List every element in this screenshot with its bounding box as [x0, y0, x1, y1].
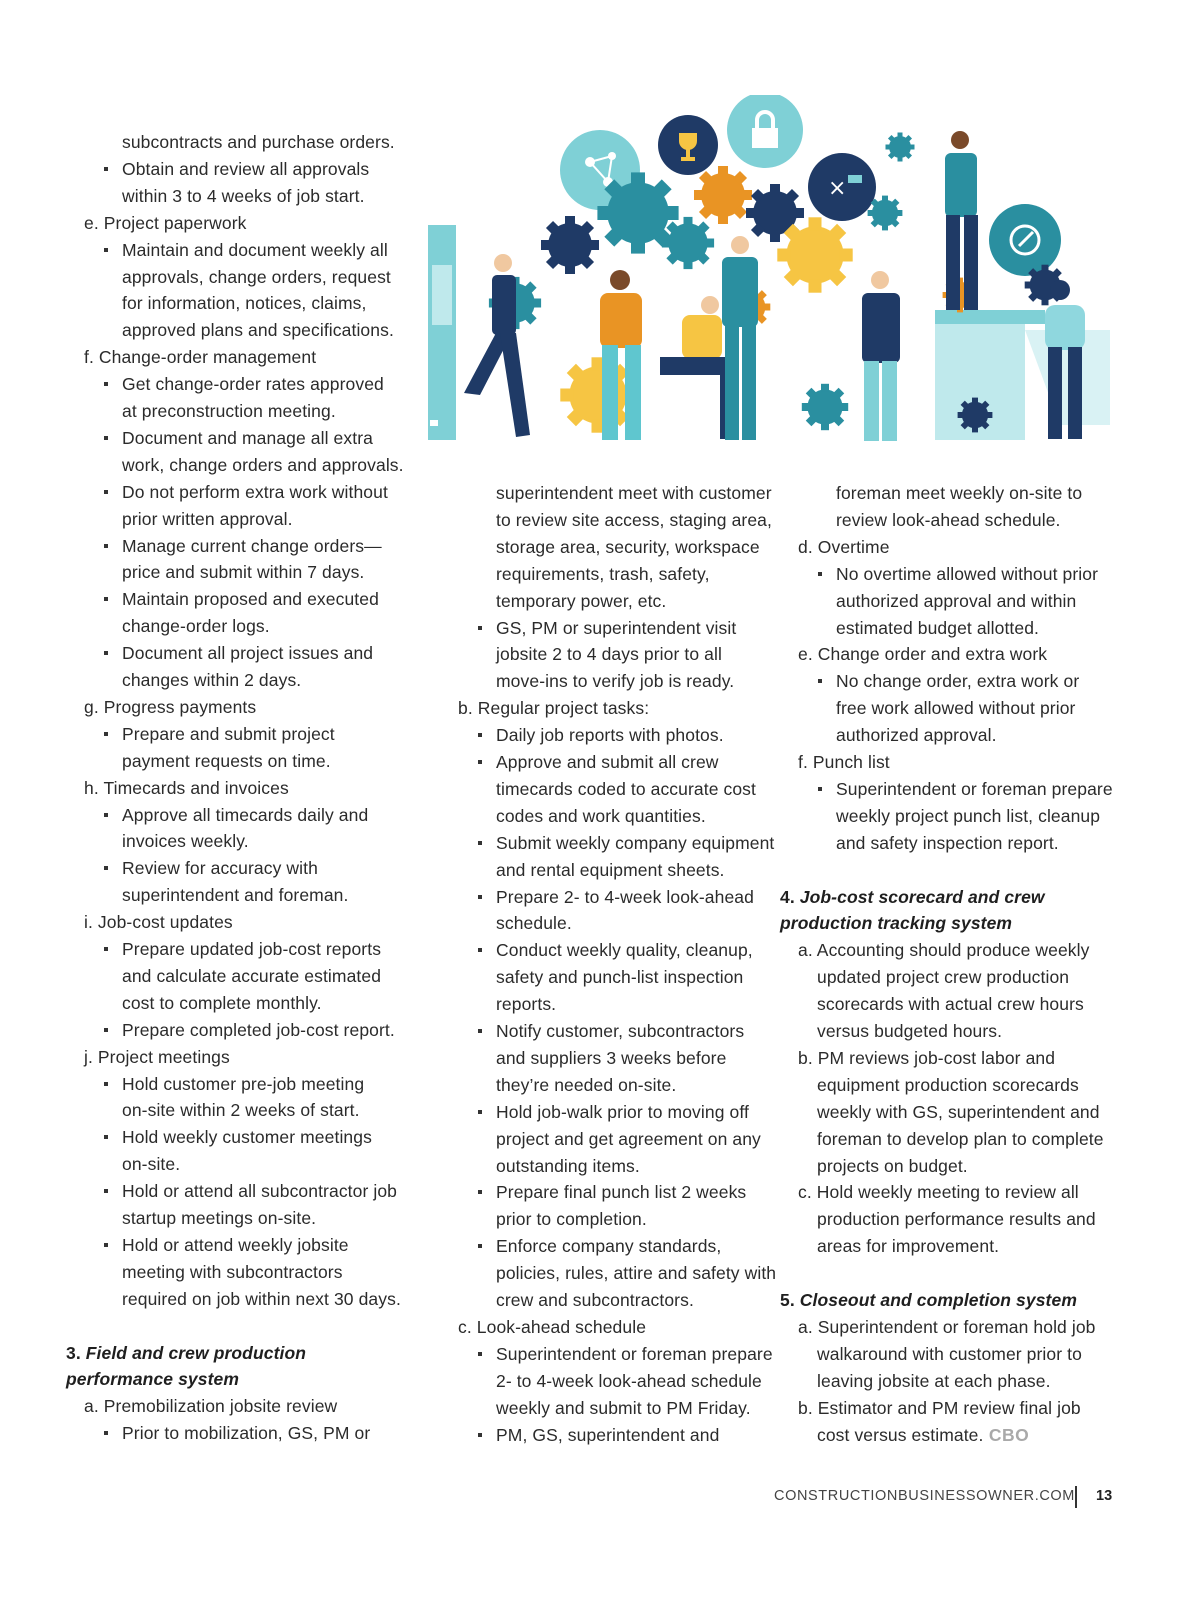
line-text: and rental equipment sheets. — [496, 859, 725, 880]
line-text: a. Premobilization jobsite review — [84, 1396, 338, 1417]
subsection-heading — [84, 777, 289, 799]
line-text: for information, notices, claims, — [122, 293, 367, 314]
bullet-item — [122, 1234, 349, 1256]
bullet-text: Approve all timecards daily and — [122, 804, 369, 825]
bullet-text: Hold job-walk prior to moving off — [496, 1101, 749, 1122]
line-text: weekly project punch list, cleanup — [836, 805, 1101, 826]
line-text: 2- to 4-week look-ahead schedule — [496, 1370, 762, 1391]
section-title: performance system — [66, 1369, 239, 1390]
line-text: a. Accounting should produce weekly — [798, 940, 1090, 961]
bullet-text: Superintendent or foreman prepare — [836, 778, 1113, 799]
text-line — [817, 1020, 1002, 1042]
text-line — [122, 1261, 343, 1283]
line-text: cost to complete monthly. — [122, 992, 322, 1013]
text-line — [817, 1101, 1100, 1123]
bullet-text: Document and manage all extra — [122, 427, 373, 448]
line-text: invoices weekly. — [122, 831, 249, 852]
line-text: leaving jobsite at each phase. — [817, 1370, 1051, 1391]
bullet-item — [122, 588, 379, 610]
line-text: work, change orders and approvals. — [122, 454, 404, 475]
line-text: i. Job-cost updates — [84, 912, 233, 933]
bullet-item — [122, 239, 388, 261]
section-heading-continued — [66, 1368, 239, 1390]
person-navy-right — [862, 271, 900, 441]
section-number: 5. — [780, 1290, 800, 1310]
bullet-icon — [104, 947, 108, 951]
text-line — [496, 912, 572, 934]
bullet-item — [836, 778, 1113, 800]
line-text: storage area, security, workspace — [496, 536, 760, 557]
text-line — [496, 1155, 640, 1177]
bullet-item — [836, 563, 1098, 585]
line-text: change-order logs. — [122, 616, 270, 637]
person-overalls — [722, 236, 758, 440]
text-line — [496, 993, 556, 1015]
bullet-icon — [478, 1433, 482, 1437]
text-line — [836, 724, 997, 746]
bullet-text: Document all project issues and — [122, 643, 374, 664]
subsection-heading — [84, 911, 233, 933]
text-line — [496, 590, 666, 612]
text-line — [122, 185, 365, 207]
line-text: superintendent meet with customer — [496, 483, 772, 503]
bullet-text: Hold weekly customer meetings — [122, 1127, 372, 1148]
line-text: reports. — [496, 994, 557, 1015]
line-text: a. Superintendent or foreman hold job — [798, 1316, 1096, 1337]
bullet-item — [122, 373, 384, 395]
team-gears-illustration — [420, 95, 1120, 450]
line-text: free work allowed without prior — [836, 698, 1076, 719]
bullet-icon — [104, 490, 108, 494]
text-line — [122, 266, 391, 288]
text-line — [122, 830, 249, 852]
line-text: projects on budget. — [817, 1155, 968, 1176]
bullet-icon — [104, 866, 108, 870]
bullet-icon — [104, 248, 108, 252]
footer-website: CONSTRUCTIONBUSINESSOWNER.COM — [774, 1488, 1075, 1504]
text-line — [496, 482, 772, 504]
text-line — [496, 1208, 647, 1230]
bullet-text: Hold or attend weekly jobsite — [122, 1234, 349, 1255]
text-line — [817, 1128, 1104, 1150]
bullet-icon — [478, 841, 482, 845]
line-text: codes and work quantities. — [496, 805, 706, 826]
text-line — [122, 965, 381, 987]
bullet-text: Enforce company standards, — [496, 1236, 722, 1257]
bullet-icon — [104, 1135, 108, 1139]
bullet-icon — [478, 1244, 482, 1248]
bullet-item — [122, 1019, 395, 1041]
text-line — [122, 508, 293, 530]
line-text: approvals, change orders, request — [122, 266, 391, 287]
section-heading — [780, 886, 1045, 908]
line-text: authorized approval. — [836, 725, 997, 746]
subsection-heading — [84, 346, 316, 368]
line-text: timecards coded to accurate cost — [496, 778, 756, 799]
line-text: project and get agreement on any — [496, 1128, 761, 1149]
subsection-heading — [458, 1316, 646, 1338]
bullet-text: Submit weekly company equipment — [496, 832, 775, 853]
subsection-heading — [798, 1397, 1081, 1419]
bullet-text: Prior to mobilization, GS, PM or — [122, 1423, 371, 1444]
line-text: prior written approval. — [122, 508, 293, 529]
text-line — [817, 966, 1069, 988]
text-line — [836, 590, 1076, 612]
section-number: 4. — [780, 886, 800, 907]
bullet-text: Hold or attend all subcontractor job — [122, 1181, 398, 1202]
text-line — [817, 1155, 968, 1177]
bullet-icon — [478, 760, 482, 764]
subsection-heading — [798, 939, 1089, 961]
text-line — [496, 643, 722, 665]
bullet-text: Maintain and document weekly all — [122, 239, 388, 260]
text-line — [836, 482, 1082, 504]
line-text: cost versus estimate. — [817, 1424, 984, 1445]
bullet-text: Review for accuracy with — [122, 858, 318, 879]
text-line — [496, 1074, 676, 1096]
line-text: safety and punch-list inspection — [496, 967, 744, 988]
bullet-icon — [478, 1352, 482, 1356]
bullet-text: No overtime allowed without prior — [836, 563, 1099, 584]
text-line — [496, 670, 734, 692]
line-text: areas for improvement. — [817, 1236, 1000, 1257]
subsection-heading — [798, 1181, 1079, 1203]
line-text: schedule. — [496, 913, 572, 934]
bullet-item — [122, 535, 382, 557]
text-line — [817, 1074, 1079, 1096]
text-line — [496, 536, 760, 558]
bullet-text: GS, PM or superintendent visit — [496, 617, 737, 638]
bullet-item — [496, 1181, 746, 1203]
pillar-left — [428, 225, 456, 440]
bullet-item — [122, 427, 373, 449]
bullet-item — [496, 1343, 773, 1365]
text-line — [496, 805, 706, 827]
line-text: at preconstruction meeting. — [122, 401, 336, 421]
line-text: f. Punch list — [798, 752, 890, 772]
subsection-heading — [84, 212, 247, 234]
text-line — [496, 563, 710, 585]
line-text: updated project crew production — [817, 967, 1070, 988]
line-text: d. Overtime — [798, 536, 890, 557]
bullet-item — [122, 1073, 364, 1095]
bullet-icon — [104, 813, 108, 817]
text-line — [122, 1099, 360, 1121]
subsection-heading — [458, 697, 649, 719]
bullet-text: Prepare 2- to 4-week look-ahead — [496, 886, 754, 907]
line-text: b. Estimator and PM review final job — [798, 1397, 1081, 1418]
line-text: superintendent and foreman. — [122, 885, 349, 906]
bullet-icon — [818, 679, 822, 683]
bullet-icon — [104, 651, 108, 655]
bullet-icon — [104, 436, 108, 440]
line-text: required on job within next 30 days. — [122, 1288, 401, 1309]
section-heading — [66, 1342, 306, 1364]
section-heading-continued — [780, 912, 1012, 934]
bullet-icon — [478, 948, 482, 952]
text-line — [836, 832, 1059, 854]
line-text: subcontracts and purchase orders. — [122, 132, 395, 152]
line-text: f. Change-order management — [84, 347, 317, 368]
line-text: c. Look-ahead schedule — [458, 1316, 647, 1337]
line-text: g. Progress payments — [84, 696, 257, 717]
line-text: jobsite 2 to 4 days prior to all — [496, 644, 722, 665]
subsection-heading — [798, 751, 890, 773]
bullet-text: Prepare completed job-cost report. — [122, 1019, 395, 1040]
bullet-item — [122, 723, 335, 745]
line-text: j. Project meetings — [84, 1046, 230, 1067]
bullet-item — [496, 939, 753, 961]
bullet-icon — [104, 1431, 108, 1435]
bullet-text: Maintain proposed and executed — [122, 589, 379, 610]
subsection-heading — [798, 536, 890, 558]
line-text: review look-ahead schedule. — [836, 509, 1061, 530]
line-text: c. Hold weekly meeting to review all — [798, 1182, 1079, 1203]
bullet-item — [122, 938, 381, 960]
text-line — [122, 454, 404, 476]
bullet-icon — [104, 167, 108, 171]
bullet-item — [122, 857, 318, 879]
text-line — [122, 750, 331, 772]
text-line — [817, 1343, 1082, 1365]
subsection-heading — [84, 1046, 230, 1068]
line-text: temporary power, etc. — [496, 590, 667, 611]
text-line — [817, 1235, 999, 1257]
section-number: 3. — [66, 1342, 86, 1363]
bullet-item — [496, 617, 736, 639]
bullet-item — [122, 1422, 370, 1444]
line-text: crew and subcontractors. — [496, 1290, 694, 1310]
line-text: payment requests on time. — [122, 750, 331, 771]
bullet-item — [496, 1424, 719, 1446]
text-line — [496, 1370, 762, 1392]
bullet-icon — [478, 733, 482, 737]
line-text: scorecards with actual crew hours — [817, 994, 1084, 1015]
text-line — [122, 615, 270, 637]
line-text: walkaround with customer prior to — [817, 1343, 1082, 1364]
bullet-icon — [478, 626, 482, 630]
line-text: foreman to develop plan to complete — [817, 1128, 1104, 1149]
footer-separator — [1075, 1486, 1077, 1508]
text-line — [496, 1047, 726, 1069]
line-text: meeting with subcontractors — [122, 1261, 343, 1282]
bullet-item — [496, 724, 724, 746]
line-text: outstanding items. — [496, 1155, 640, 1176]
bullet-text: Do not perform extra work without — [122, 481, 388, 502]
text-line — [122, 884, 348, 906]
text-line — [496, 1128, 761, 1150]
text-line — [122, 1288, 401, 1310]
line-text: foreman meet weekly on-site to — [836, 483, 1083, 503]
line-text: versus budgeted hours. — [817, 1021, 1003, 1041]
line-text: weekly and submit to PM Friday. — [496, 1397, 751, 1418]
strategy-medallion — [808, 153, 876, 221]
text-line — [836, 697, 1075, 719]
subsection-heading — [84, 696, 256, 718]
text-line — [817, 1424, 1029, 1446]
bullet-icon — [818, 787, 822, 791]
text-line — [122, 400, 336, 422]
page-number: 13 — [1096, 1488, 1113, 1504]
line-text: policies, rules, attire and safety with — [496, 1263, 777, 1284]
bullet-text: Notify customer, subcontractors — [496, 1021, 745, 1041]
subsection-heading — [798, 643, 1047, 665]
line-text: and safety inspection report. — [836, 832, 1059, 853]
text-line — [122, 131, 395, 153]
text-line — [122, 1153, 180, 1175]
subsection-heading — [798, 1047, 1055, 1069]
text-line — [496, 1289, 694, 1311]
bullet-icon — [104, 597, 108, 601]
line-text: changes within 2 days. — [122, 670, 302, 690]
bullet-text: Conduct weekly quality, cleanup, — [496, 940, 753, 961]
bullet-icon — [104, 1189, 108, 1193]
bullet-text: Approve and submit all crew — [496, 752, 719, 772]
line-text: to review site access, staging area, — [496, 509, 772, 530]
section-title: Closeout and completion system — [799, 1290, 1077, 1310]
line-text: estimated budget allotted. — [836, 617, 1040, 638]
line-text: price and submit within 7 days. — [122, 562, 365, 583]
trophy-medallion — [658, 115, 718, 175]
bullet-item — [122, 481, 388, 503]
bullet-item — [122, 158, 369, 180]
text-line — [496, 1262, 776, 1284]
line-text: on-site within 2 weeks of start. — [122, 1100, 360, 1121]
bullet-text: Hold customer pre-job meeting — [122, 1073, 365, 1094]
compass-medallion — [989, 204, 1061, 276]
bullet-text: Prepare updated job-cost reports — [122, 939, 382, 959]
bullet-icon — [104, 732, 108, 736]
bullet-item — [122, 642, 373, 664]
bullet-icon — [104, 1082, 108, 1086]
bullet-icon — [478, 1029, 482, 1033]
bullet-icon — [104, 1243, 108, 1247]
bullet-item — [496, 886, 754, 908]
bullet-icon — [478, 1190, 482, 1194]
bullet-item — [496, 1235, 721, 1257]
line-text: b. PM reviews job-cost labor and — [798, 1047, 1056, 1068]
bullet-item — [836, 670, 1079, 692]
text-line — [122, 319, 394, 341]
text-line — [836, 509, 1061, 531]
bullet-item — [122, 804, 368, 826]
bullet-icon — [478, 895, 482, 899]
bullet-text: No change order, extra work or — [836, 671, 1080, 692]
line-text: weekly with GS, superintendent and — [817, 1101, 1100, 1122]
line-text: equipment production scorecards — [817, 1074, 1079, 1095]
section-title: production tracking system — [780, 913, 1013, 934]
bullet-item — [496, 1101, 749, 1123]
line-text: within 3 to 4 weeks of job start. — [122, 185, 365, 206]
text-line — [122, 561, 364, 583]
text-line — [836, 617, 1039, 639]
text-line — [496, 966, 743, 988]
bullet-item — [496, 832, 774, 854]
subsection-heading — [84, 1395, 337, 1417]
cbo-endmark: CBO — [983, 1424, 1030, 1445]
text-line — [122, 669, 301, 691]
bullet-text: Get change-order rates approved — [122, 374, 384, 395]
line-text: requirements, trash, safety, — [496, 563, 710, 584]
line-text: h. Timecards and invoices — [84, 777, 289, 798]
text-line — [817, 993, 1084, 1015]
lock-medallion — [727, 95, 803, 168]
section-heading — [780, 1289, 1077, 1311]
line-text: move-ins to verify job is ready. — [496, 671, 735, 692]
bullet-text: PM, GS, superintendent and — [496, 1424, 720, 1445]
svg-text:×: × — [828, 176, 847, 201]
bullet-text: Prepare and submit project — [122, 723, 335, 744]
bullet-item — [496, 1020, 744, 1042]
line-text: e. Change order and extra work — [798, 644, 1048, 665]
section-title: Job-cost scorecard and crew — [799, 886, 1045, 907]
line-text: authorized approval and within — [836, 590, 1077, 611]
bullet-icon — [818, 572, 822, 576]
text-line — [496, 778, 756, 800]
bullet-icon — [478, 1110, 482, 1114]
bullet-text: Prepare final punch list 2 weeks — [496, 1182, 747, 1203]
bullet-text: Daily job reports with photos. — [496, 725, 724, 746]
text-line — [496, 859, 725, 881]
line-text: startup meetings on-site. — [122, 1208, 317, 1228]
line-text: e. Project paperwork — [84, 212, 247, 233]
bullet-icon — [104, 382, 108, 386]
bullet-item — [496, 751, 719, 773]
line-text: prior to completion. — [496, 1209, 647, 1230]
person-navy-suit — [464, 254, 530, 437]
text-line — [836, 805, 1100, 827]
line-text: b. Regular project tasks: — [458, 698, 650, 719]
line-text: production performance results and — [817, 1209, 1096, 1230]
bullet-item — [122, 1126, 372, 1148]
text-line — [122, 1207, 316, 1229]
text-line — [122, 992, 322, 1014]
text-line — [496, 1397, 751, 1419]
line-text: and calculate accurate estimated — [122, 965, 382, 986]
bullet-icon — [104, 544, 108, 548]
text-line — [817, 1208, 1096, 1230]
line-text: they’re needed on-site. — [496, 1074, 677, 1095]
text-line — [496, 509, 772, 531]
bullet-text: Obtain and review all approvals — [122, 158, 370, 179]
text-line — [122, 292, 367, 314]
bullet-icon — [104, 1028, 108, 1032]
text-line — [817, 1370, 1051, 1392]
section-title: Field and crew production — [85, 1342, 307, 1363]
bullet-text: Manage current change orders— — [122, 535, 382, 556]
bullet-text: Superintendent or foreman prepare — [496, 1343, 773, 1364]
gear-navy-left — [541, 216, 599, 274]
line-text: approved plans and specifications. — [122, 320, 394, 341]
line-text: on-site. — [122, 1154, 181, 1175]
bullet-item — [122, 1180, 397, 1202]
line-text: and suppliers 3 weeks before — [496, 1047, 727, 1068]
subsection-heading — [798, 1316, 1096, 1338]
